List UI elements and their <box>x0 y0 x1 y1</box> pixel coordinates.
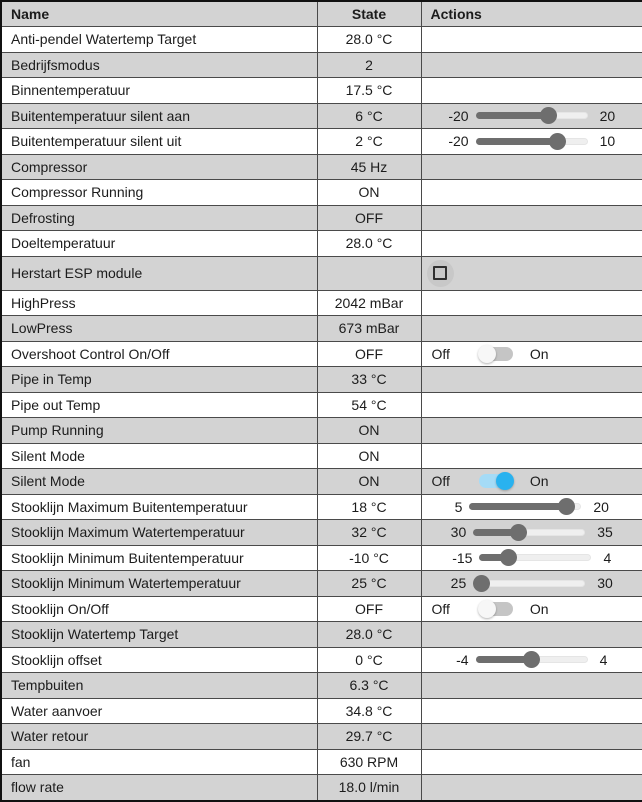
slider-max-label: 30 <box>597 575 613 591</box>
row-actions-cell <box>421 129 642 155</box>
value-slider[interactable] <box>476 651 588 668</box>
row-name: Overshoot Control On/Off <box>1 341 317 367</box>
slider-min-label: 5 <box>455 499 463 515</box>
row-state-value: 6 °C <box>317 103 421 129</box>
table-row <box>1 443 642 469</box>
slider-fill <box>476 112 549 119</box>
row-actions-cell <box>421 443 642 469</box>
toggle-group <box>422 346 642 362</box>
row-state-value: 34.8 °C <box>317 698 421 724</box>
row-state-value: 29.7 °C <box>317 724 421 750</box>
row-state-value: 0 °C <box>317 647 421 673</box>
slider-thumb[interactable] <box>500 549 517 566</box>
toggle-off-label: Off <box>432 346 450 362</box>
slider-min-label: -20 <box>448 133 468 149</box>
table-row <box>1 316 642 342</box>
row-state-value: OFF <box>317 341 421 367</box>
table-row <box>1 673 642 699</box>
table-row <box>1 571 642 597</box>
row-actions-cell <box>421 341 642 367</box>
slider-min-label: 30 <box>451 524 467 540</box>
row-name: Water aanvoer <box>1 698 317 724</box>
row-name: Stooklijn Maximum Watertemperatuur <box>1 520 317 546</box>
table-row <box>1 27 642 53</box>
toggle-off-label: Off <box>432 473 450 489</box>
slider-thumb[interactable] <box>549 133 566 150</box>
row-name: Silent Mode <box>1 469 317 495</box>
row-state-value: -10 °C <box>317 545 421 571</box>
row-name: Compressor <box>1 154 317 180</box>
row-name: Tempbuiten <box>1 673 317 699</box>
row-actions-cell <box>421 545 642 571</box>
slider-group <box>422 651 642 668</box>
row-name: Stooklijn Minimum Buitentemperatuur <box>1 545 317 571</box>
table-row <box>1 469 642 495</box>
toggle-knob <box>478 600 496 618</box>
table-row <box>1 256 642 290</box>
row-state-value: OFF <box>317 205 421 231</box>
slider-fill <box>476 138 558 145</box>
row-name: HighPress <box>1 290 317 316</box>
row-state-value: 17.5 °C <box>317 78 421 104</box>
row-state-value: ON <box>317 469 421 495</box>
row-state-value: OFF <box>317 596 421 622</box>
slider-max-label: 20 <box>593 499 609 515</box>
row-name: Binnentemperatuur <box>1 78 317 104</box>
slider-thumb[interactable] <box>510 524 527 541</box>
slider-max-label: 4 <box>600 652 608 668</box>
table-row <box>1 698 642 724</box>
row-name: Silent Mode <box>1 443 317 469</box>
row-actions-cell <box>421 180 642 206</box>
row-actions-cell <box>421 256 642 290</box>
row-actions-cell <box>421 749 642 775</box>
table-row <box>1 341 642 367</box>
toggle-group <box>422 601 642 617</box>
value-slider[interactable] <box>476 133 588 150</box>
row-state-value: 673 mBar <box>317 316 421 342</box>
toggle-knob <box>478 345 496 363</box>
table-row <box>1 775 642 801</box>
table-row <box>1 647 642 673</box>
table-row <box>1 622 642 648</box>
slider-max-label: 10 <box>600 133 616 149</box>
table-row <box>1 724 642 750</box>
row-name: Pump Running <box>1 418 317 444</box>
slider-thumb[interactable] <box>558 498 575 515</box>
row-actions-cell <box>421 316 642 342</box>
row-actions-cell <box>421 418 642 444</box>
toggle-on-label: On <box>530 346 549 362</box>
column-header-state: State <box>317 1 421 27</box>
toggle-knob <box>496 472 514 490</box>
row-name: Stooklijn Minimum Watertemperatuur <box>1 571 317 597</box>
row-actions-cell <box>421 367 642 393</box>
row-actions-cell <box>421 52 642 78</box>
slider-min-label: 25 <box>451 575 467 591</box>
row-state-value: 54 °C <box>317 392 421 418</box>
toggle-switch[interactable] <box>479 602 513 616</box>
slider-max-label: 4 <box>603 550 611 566</box>
row-name: Buitentemperatuur silent aan <box>1 103 317 129</box>
slider-group <box>422 498 642 515</box>
value-slider[interactable] <box>473 524 585 541</box>
value-slider[interactable] <box>479 549 591 566</box>
row-name: Stooklijn On/Off <box>1 596 317 622</box>
slider-group <box>422 133 642 150</box>
slider-group <box>422 549 642 566</box>
row-state-value: 2 °C <box>317 129 421 155</box>
row-state-value: 33 °C <box>317 367 421 393</box>
row-state-value: ON <box>317 443 421 469</box>
row-state-value: 45 Hz <box>317 154 421 180</box>
row-state-value: 2042 mBar <box>317 290 421 316</box>
table-row <box>1 180 642 206</box>
slider-min-label: -20 <box>448 108 468 124</box>
column-header-actions: Actions <box>421 1 642 27</box>
row-actions-cell <box>421 622 642 648</box>
table-row <box>1 494 642 520</box>
row-state-value: ON <box>317 180 421 206</box>
row-name: Pipe out Temp <box>1 392 317 418</box>
row-actions-cell <box>421 596 642 622</box>
toggle-off-label: Off <box>432 601 450 617</box>
row-actions-cell <box>421 520 642 546</box>
row-actions-cell <box>421 673 642 699</box>
restart-esp-button[interactable] <box>427 260 454 287</box>
row-name: Herstart ESP module <box>1 256 317 290</box>
slider-group <box>422 107 642 124</box>
slider-min-label: -4 <box>456 652 468 668</box>
row-state-value <box>317 256 421 290</box>
row-name: Stooklijn offset <box>1 647 317 673</box>
row-state-value: 28.0 °C <box>317 231 421 257</box>
row-actions-cell <box>421 571 642 597</box>
row-actions-cell <box>421 494 642 520</box>
row-state-value: 2 <box>317 52 421 78</box>
row-actions-cell <box>421 775 642 801</box>
column-header-name: Name <box>1 1 317 27</box>
value-slider[interactable] <box>469 498 581 515</box>
row-state-value: 32 °C <box>317 520 421 546</box>
row-name: Bedrijfsmodus <box>1 52 317 78</box>
table-row <box>1 52 642 78</box>
row-state-value: 28.0 °C <box>317 622 421 648</box>
row-name: Compressor Running <box>1 180 317 206</box>
value-slider[interactable] <box>476 107 588 124</box>
row-state-value: ON <box>317 418 421 444</box>
slider-max-label: 20 <box>600 108 616 124</box>
row-actions-cell <box>421 290 642 316</box>
row-name: Buitentemperatuur silent uit <box>1 129 317 155</box>
row-name: Water retour <box>1 724 317 750</box>
table-row <box>1 749 642 775</box>
table-row <box>1 205 642 231</box>
toggle-on-label: On <box>530 473 549 489</box>
row-name: fan <box>1 749 317 775</box>
row-actions-cell <box>421 469 642 495</box>
table-body <box>1 27 642 801</box>
row-actions-cell <box>421 78 642 104</box>
row-actions-cell <box>421 154 642 180</box>
value-slider[interactable] <box>473 575 585 592</box>
row-state-value: 630 RPM <box>317 749 421 775</box>
slider-thumb[interactable] <box>473 575 490 592</box>
toggle-on-label: On <box>530 601 549 617</box>
row-actions-cell <box>421 205 642 231</box>
toggle-switch[interactable] <box>479 474 513 488</box>
table-row <box>1 154 642 180</box>
row-name: Stooklijn Maximum Buitentemperatuur <box>1 494 317 520</box>
header-row <box>1 1 642 27</box>
table-row <box>1 129 642 155</box>
toggle-group <box>422 473 642 489</box>
row-state-value: 18.0 l/min <box>317 775 421 801</box>
table-row <box>1 520 642 546</box>
slider-thumb[interactable] <box>540 107 557 124</box>
row-name: Stooklijn Watertemp Target <box>1 622 317 648</box>
table-row <box>1 545 642 571</box>
table-row <box>1 596 642 622</box>
row-actions-cell <box>421 647 642 673</box>
row-name: Anti-pendel Watertemp Target <box>1 27 317 53</box>
slider-group <box>422 575 642 592</box>
row-actions-cell <box>421 27 642 53</box>
row-state-value: 25 °C <box>317 571 421 597</box>
table-row <box>1 367 642 393</box>
slider-track <box>473 580 585 587</box>
table-row <box>1 78 642 104</box>
slider-group <box>422 524 642 541</box>
row-name: Defrosting <box>1 205 317 231</box>
row-state-value: 18 °C <box>317 494 421 520</box>
row-state-value: 28.0 °C <box>317 27 421 53</box>
row-name: Doeltemperatuur <box>1 231 317 257</box>
table-row <box>1 231 642 257</box>
toggle-switch[interactable] <box>479 347 513 361</box>
slider-min-label: -15 <box>452 550 472 566</box>
row-actions-cell <box>421 392 642 418</box>
slider-fill <box>469 503 566 510</box>
row-state-value: 6.3 °C <box>317 673 421 699</box>
slider-thumb[interactable] <box>523 651 540 668</box>
row-name: Pipe in Temp <box>1 367 317 393</box>
row-actions-cell <box>421 103 642 129</box>
row-actions-cell <box>421 698 642 724</box>
square-icon <box>433 266 447 280</box>
table-row <box>1 290 642 316</box>
table-header <box>1 1 642 27</box>
table-row <box>1 392 642 418</box>
slider-max-label: 35 <box>597 524 613 540</box>
row-name: LowPress <box>1 316 317 342</box>
table-row <box>1 418 642 444</box>
row-actions-cell <box>421 724 642 750</box>
table-row <box>1 103 642 129</box>
row-actions-cell <box>421 231 642 257</box>
row-name: flow rate <box>1 775 317 801</box>
